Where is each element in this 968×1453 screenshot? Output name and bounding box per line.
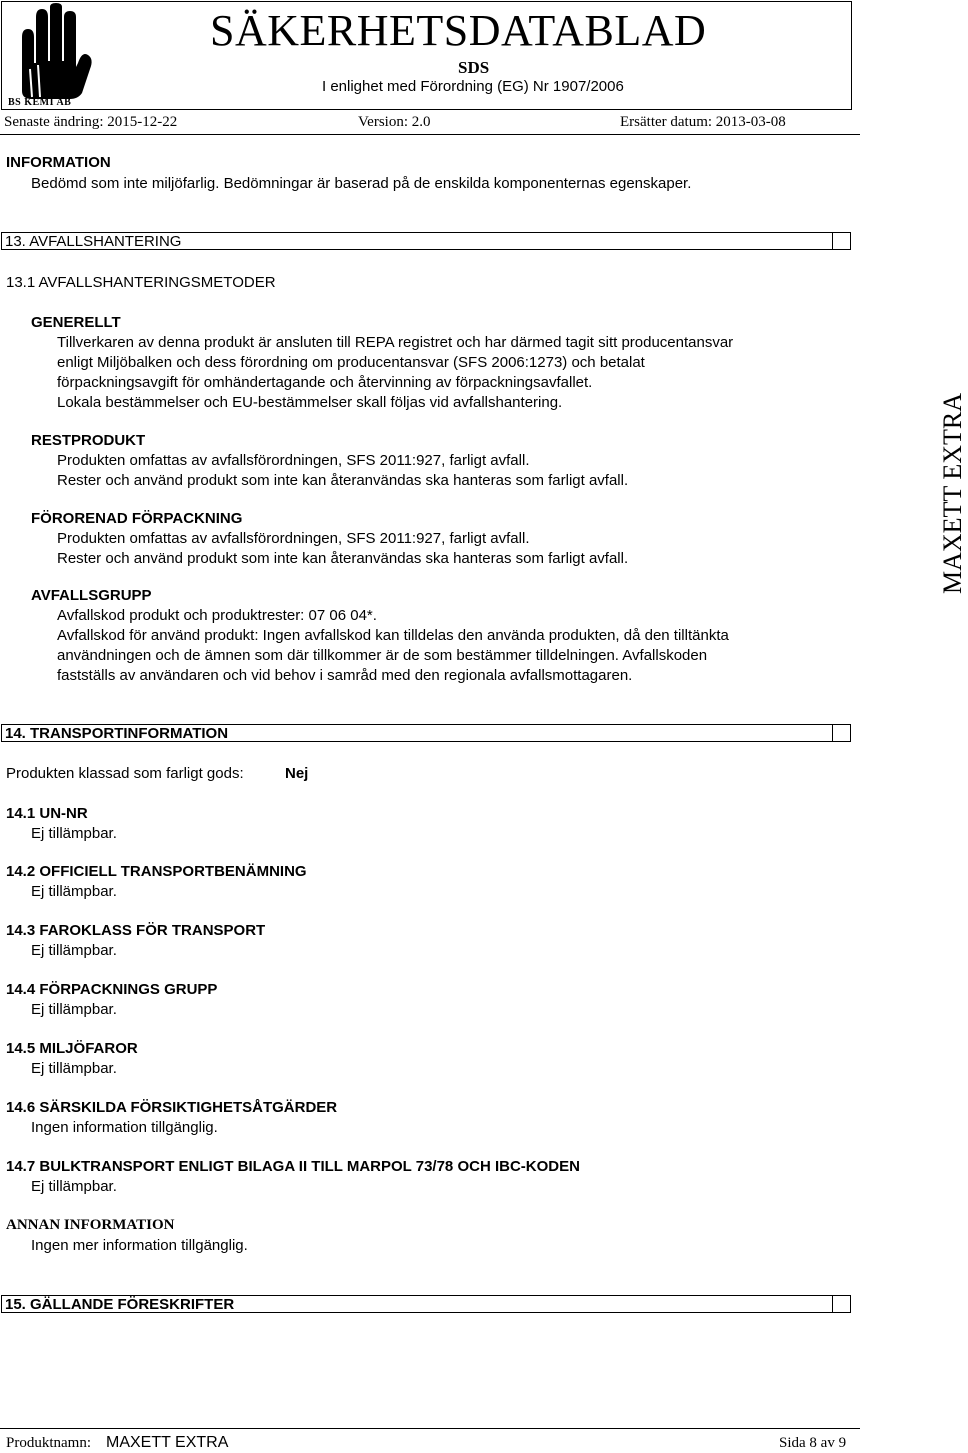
classified-value: Nej [285, 765, 309, 782]
info-heading: INFORMATION [6, 154, 111, 171]
classified-label: Produkten klassad som farligt gods: [6, 765, 244, 782]
last-change-date: Senaste ändring: 2015-12-22 [4, 114, 178, 130]
sidebar-product-name: MAXETT EXTRA [938, 392, 967, 594]
regulation-text: I enlighet med Förordning (EG) Nr 1907/2006 [322, 78, 624, 95]
transport-item-value: Ej tillämpbar. [31, 883, 117, 900]
transport-item-value: Ej tillämpbar. [31, 1178, 117, 1195]
checkbox-square [832, 1295, 850, 1313]
general-line: förpackningsavgift för omhändertagande och återvinning av förpackningsavfallet. [57, 374, 593, 391]
rest-line: Rester och använd produkt som inte kan återanvändas ska hanteras som farligt avfall. [57, 472, 629, 489]
company-logo [8, 3, 100, 108]
info-text: Bedömd som inte miljöfarlig. Bedömningar är baserad på de enskilda komponenternas egenskaper. [31, 175, 692, 192]
section-13-bar [1, 232, 851, 250]
transport-item-heading: 14.1 UN-NR [6, 805, 88, 822]
checkbox-square [832, 724, 850, 742]
packaging-line: Rester och använd produkt som inte kan återanvändas ska hanteras som farligt avfall. [57, 550, 629, 567]
general-line: enligt Miljöbalken och dess förordning om producentansvar (SFS 2006:1273) och betalat [57, 354, 645, 371]
meta-line [0, 112, 860, 135]
section-13-title: 13. AVFALLSHANTERING [5, 233, 182, 250]
packaging-heading: FÖRORENAD FÖRPACKNING [31, 510, 243, 527]
transport-item-heading: 14.6 SÄRSKILDA FÖRSIKTIGHETSÅTGÄRDER [6, 1099, 338, 1116]
transport-item-heading: 14.3 FAROKLASS FÖR TRANSPORT [6, 922, 266, 939]
other-info-value: Ingen mer information tillgänglig. [31, 1237, 248, 1254]
waste-group-line: fastställs av användaren och vid behov i samråd med den regionala avfallsmottagaren. [57, 667, 633, 684]
transport-item-value: Ej tillämpbar. [31, 1060, 117, 1077]
transport-item-value: Ej tillämpbar. [31, 825, 117, 842]
waste-group-heading: AVFALLSGRUPP [31, 587, 152, 604]
packaging-line: Produkten omfattas av avfallsförordningen, SFS 2011:927, farligt avfall. [57, 530, 530, 547]
version-text: Version: 2.0 [358, 114, 431, 130]
section-14-bar [1, 724, 851, 742]
transport-item-heading: 14.5 MILJÖFAROR [6, 1040, 138, 1057]
transport-item-value: Ej tillämpbar. [31, 942, 117, 959]
subsection-13-1: 13.1 AVFALLSHANTERINGSMETODER [6, 274, 276, 291]
general-line: Tillverkaren av denna produkt är ansluten till REPA registret och har därmed tagit sitt producentansvar [57, 334, 734, 351]
footer-page-number: Sida 8 av 9 [779, 1435, 847, 1451]
rest-heading: RESTPRODUKT [31, 432, 146, 449]
general-line: Lokala bestämmelser och EU-bestämmelser skall följas vid avfallshantering. [57, 394, 563, 411]
rest-line: Produkten omfattas av avfallsförordningen, SFS 2011:927, farligt avfall. [57, 452, 530, 469]
general-heading: GENERELLT [31, 314, 121, 331]
footer-product-label: Produktnamn: [6, 1435, 91, 1451]
transport-item-heading: 14.7 BULKTRANSPORT ENLIGT BILAGA II TILL MARPOL 73/78 OCH IBC-KODEN [6, 1158, 580, 1175]
footer-product-name: MAXETT EXTRA [106, 1434, 229, 1451]
footer-divider [0, 1428, 860, 1429]
waste-group-line: Avfallskod för använd produkt: Ingen avfallskod kan tilldelas den använda produkten, då den tilltänkta [57, 627, 729, 644]
waste-group-line: användningen och de ämnen som där tillkommer är de som bestämmer tilldelningen. Avfallskoden [57, 647, 708, 664]
logo-text: BS KEMI AB [8, 97, 72, 108]
waste-group-line: Avfallskod produkt och produktrester: 07 06 04*. [57, 607, 377, 624]
transport-item-value: Ingen information tillgänglig. [31, 1119, 218, 1136]
other-info-heading: ANNAN INFORMATION [6, 1217, 175, 1233]
replaces-date: Ersätter datum: 2013-03-08 [620, 114, 786, 130]
transport-item-heading: 14.4 FÖRPACKNINGS GRUPP [6, 981, 218, 998]
transport-item-value: Ej tillämpbar. [31, 1001, 117, 1018]
section-14-title: 14. TRANSPORTINFORMATION [5, 725, 229, 742]
transport-item-heading: 14.2 OFFICIELL TRANSPORTBENÄMNING [6, 863, 307, 880]
document-abbreviation: SDS [458, 58, 490, 77]
checkbox-square [832, 232, 850, 250]
section-15-bar [1, 1295, 851, 1313]
document-title: SÄKERHETSDATABLAD [210, 6, 707, 55]
section-15-title: 15. GÄLLANDE FÖRESKRIFTER [5, 1296, 235, 1313]
